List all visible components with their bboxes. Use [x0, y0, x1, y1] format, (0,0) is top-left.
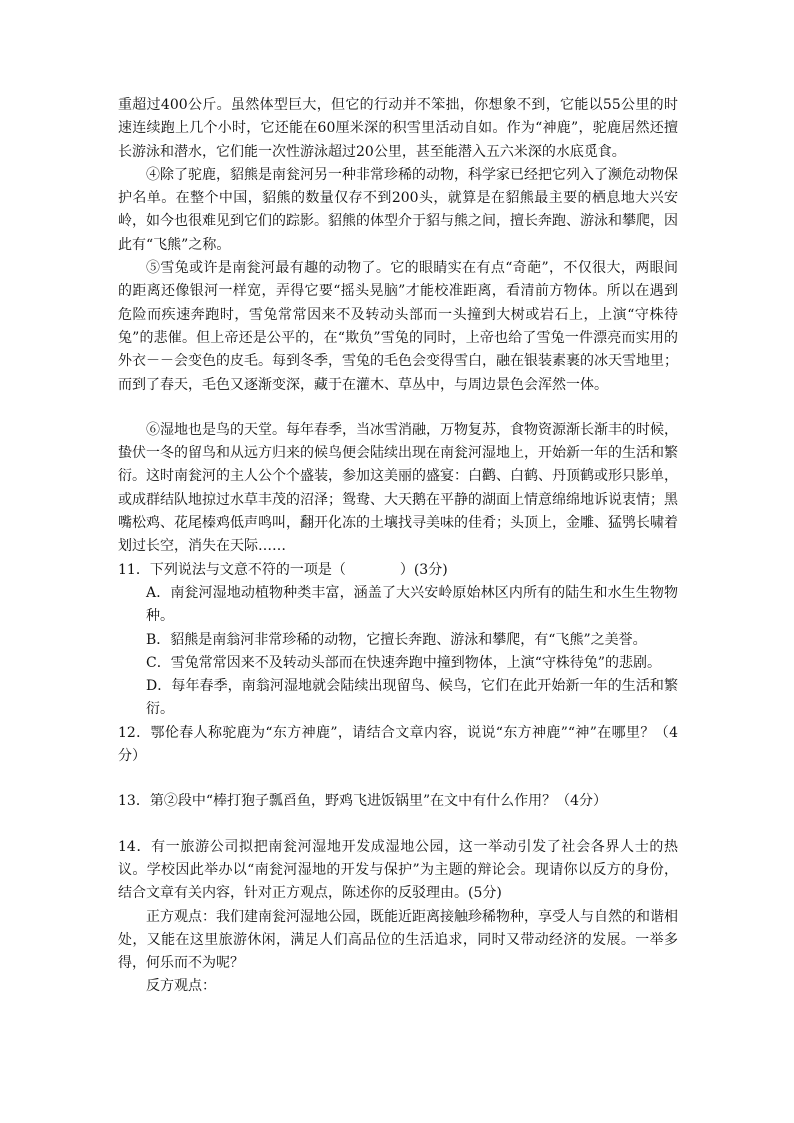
question-11-stem-end: ）(3分): [399, 561, 448, 578]
option-a: A．南瓮河湿地动植物种类丰富，涵盖了大兴安岭原始林区内所有的陆生和水生生物物种。: [146, 584, 678, 625]
question-11-stem-start: 11．下列说法与文意不符的一项是（: [118, 561, 346, 578]
passage-paragraph-4: ④除了驼鹿，貂熊是南瓮河另一种非常珍稀的动物，科学家已经把它列入了濒危动物保护名单。在整个中国，貂熊的数量仅存不到200头，就算是在貂熊最主要的栖息地大兴安岭，如今也很难见到它们的踪影。貂熊的体型介于貂与熊之间，擅长奔跑、游泳和攀爬，因此有“飞熊”之称。: [118, 166, 678, 253]
option-c: C．雪兔常常因来不及转动头部而在快速奔跑中撞到物体，上演“守株待兔”的悲剧。: [146, 654, 662, 671]
question-14-con-view: 反方观点：: [146, 978, 216, 995]
question-14-pro-view: 正方观点：我们建南瓮河湿地公园，既能近距离接触珍稀物种，享受人与自然的和谐相处，又能在这里旅游休闲，满足人们高品位的生活追求，同时又带动经济的发展。一举多得，何乐而不为呢？: [118, 908, 678, 972]
document-page: [118, 94, 678, 999]
option-b: B．貂熊是南翁河非常珍稀的动物，它擅长奔跑、游泳和攀爬，有“飞熊”之美誉。: [146, 631, 647, 648]
passage-paragraph-5: ⑤雪兔或许是南瓮河最有趣的动物了。它的眼睛实在有点“奇葩”，不仅很大，两眼间的距离还像银河一样宽，弄得它要“摇头晃脑”才能校准距离，看清前方物体。所以在遇到危险而疾速奔跑时，雪兔常常因来不及转动头部而一头撞到大树或岩石上，上演“守株待兔”的悲催。但上帝还是公平的，在“欺负”雪兔的同时，上帝也给了雪兔一件漂亮而实用的外衣－－会变色的皮毛。每到冬季，雪兔的毛色会变得雪白，融在银装素裹的冰天雪地里；而到了春天，毛色又逐渐变深，藏于在灌木、草丛中，与周边景色会浑然一体。: [118, 260, 678, 393]
passage-paragraph-3-continued: 重超过400公斤。虽然体型巨大，但它的行动并不笨拙，你想象不到，它能以55公里的时速连续跑上几个小时，它还能在60厘米深的积雪里活动自如。作为“神鹿”，驼鹿居然还擅长游泳和潜水，它们能一次性游泳超过20公里，甚至能潜入五六米深的水底觅食。: [118, 97, 678, 160]
question-11-stem: [118, 559, 678, 582]
option-d: D．每年春季，南翁河湿地就会陆续出现留鸟、候鸟，它们在此开始新一年的生活和繁衍。: [146, 678, 678, 718]
passage-paragraph-6: ⑥湿地也是鸟的天堂。每年春季，当冰雪消融，万物复苏，食物资源渐长渐丰的时候，蛰伏一冬的留鸟和从远方归来的候鸟便会陆续出现在南瓮河湿地上，开始新一年的生活和繁衍。这时南瓮河的主人公个个盛装，参加这美丽的盛宴：白鹳、白鹤、丹顶鹤或形只影单，或成群结队地掠过水草丰茂的沼泽；鸳鸯、大天鹅在平静的湖面上情意绵绵地诉说衷情；黑嘴松鸡、花尾榛鸡低声鸣叫，翻开化冻的土壤找寻美味的佳肴；头顶上，金雕、猛鸮长啸着划过长空，消失在天际……: [118, 421, 678, 555]
question-14-stem: 14．有一旅游公司拟把南瓮河湿地开发成湿地公园，这一举动引发了社会各界人士的热议。学校因此举办以“南瓮河湿地的开发与保护”为主题的辩论会。现请你以反方的身份，结合文章有关内容，针对正方观点，陈述你的反驳理由。(5分): [118, 838, 678, 902]
question-13: 13．第②段中“棒打狍子瓢舀鱼，野鸡飞进饭锅里”在文中有什么作用？（4分）: [118, 793, 608, 810]
question-12: 12．鄂伦春人称驼鹿为“东方神鹿”，请结合文章内容，说说“东方神鹿”“神”在哪里？（4分）: [118, 724, 678, 765]
